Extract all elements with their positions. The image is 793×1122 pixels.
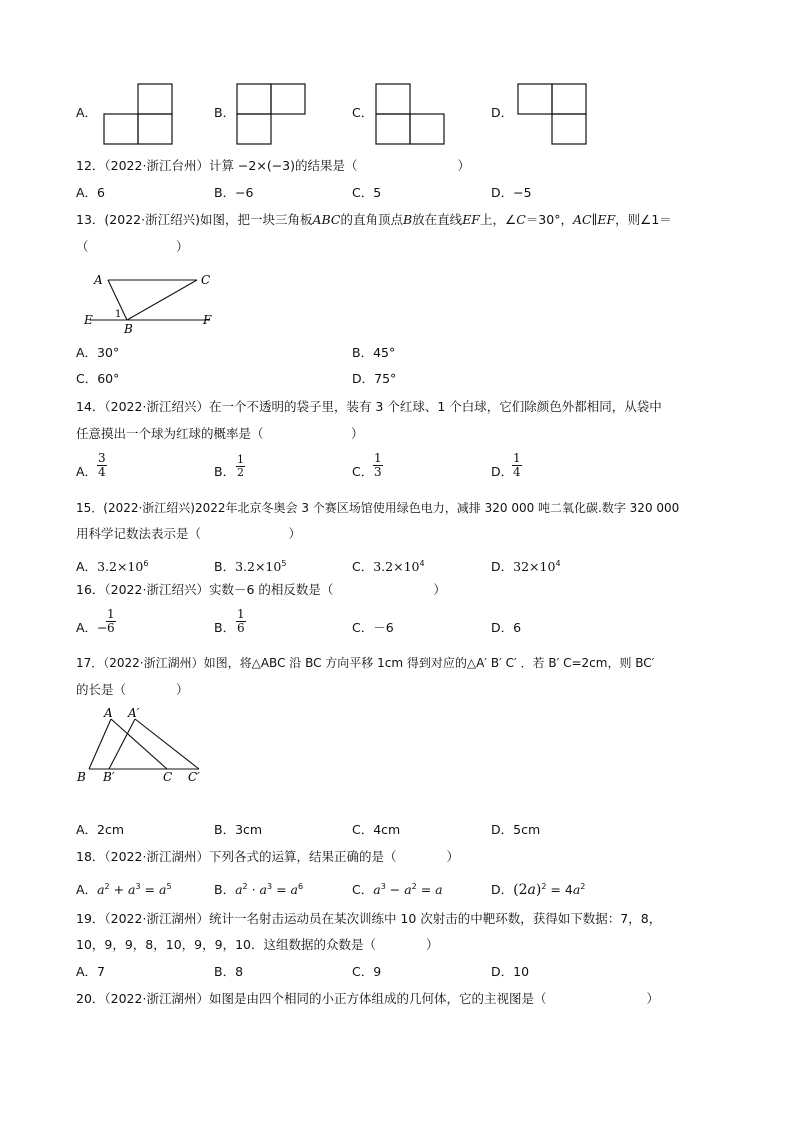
q19-stem-line2: 10，9，9，8，10，9，9，10．这组数据的众数是（ ） [76,937,439,952]
q15-option-c: C．$3.2\times 10^4$ [352,559,425,575]
q15-option-a: A．$3.2\times 10^6$ [76,559,149,575]
q11-option-b-figure [236,83,306,145]
q12-option-b: B．−6 [214,185,254,200]
q13-option-c: C．60° [76,371,120,386]
q17-label-b: B [77,770,86,784]
q13-label-a: A [94,273,103,287]
q17-stem-line2: 的长是（ ） [76,682,189,697]
q12-stem: 12．（2022·浙江台州）计算 −2×(−3)的结果是（ ） [76,158,470,173]
q17-option-d: D．5cm [491,822,541,837]
q15-option-b: B．$3.2\times 10^5$ [214,559,287,575]
q12-option-a: A．6 [76,185,106,200]
q19-stem-line1: 19．（2022·浙江湖州）统计一名射击运动员在某次训练中 10 次射击的中靶环数，获得如下数据：7，8， [76,911,662,926]
q17-translation-figure [75,705,215,785]
q16-option-a-sign: − [97,620,108,635]
q17-label-c: C [163,770,173,784]
q15-option-d: D．$32\times 10^4$ [491,559,561,575]
q18-option-b: B．$a^2 \cdot a^3 = a^6$ [214,882,304,898]
q19-option-c: C．9 [352,964,382,979]
q16-option-d: D．6 [491,620,522,635]
q13-label-c: C [201,273,211,287]
q19-option-d: D．10 [491,964,530,979]
q14-option-a-label: A． [76,464,98,479]
q17-label-a-prime: A′ [128,706,140,720]
q14-option-c-fraction: $\frac{1}{3}$ [374,451,382,479]
q14-option-c-label: C． [352,464,374,479]
q17-option-a: A．2cm [76,822,125,837]
q18-stem: 18．（2022·浙江湖州）下列各式的运算，结果正确的是（ ） [76,849,459,864]
q11-option-a-figure [104,83,174,145]
q14-stem-line2: 任意摸出一个球为红球的概率是（ ） [76,426,364,441]
q14-option-d-fraction: $\frac{1}{4}$ [513,451,521,479]
q13-label-angle1: 1 [115,309,122,320]
q17-label-b-prime: B′ [103,770,115,784]
q13-label-e: E [84,313,93,327]
q17-label-a: A [104,706,113,720]
q15-stem-line2: 用科学记数法表示是（ ） [76,526,302,541]
q12-option-c: C．5 [352,185,382,200]
q16-option-c: C．－6 [352,620,394,635]
q14-option-b-fraction: $\frac{1}{2}$ [237,453,244,479]
q13-triangle-figure [80,270,220,334]
q18-option-c: C．$a^3 - a^2 = a$ [352,882,443,898]
q19-option-a: A．7 [76,964,106,979]
q11-option-d-figure [517,83,587,145]
q11-option-c-label: C． [352,105,374,120]
q13-option-d: D．75° [352,371,397,386]
q16-stem: 16．（2022·浙江绍兴）实数－6 的相反数是（ ） [76,582,446,597]
q11-option-d-label: D． [491,105,514,120]
q16-option-a-label: A． [76,620,98,635]
q17-label-c-prime: C′ [188,770,200,784]
q11-option-b-label: B． [214,105,236,120]
q17-option-b: B．3cm [214,822,263,837]
q13-option-a: A．30° [76,345,120,360]
q13-label-f: F [203,313,212,327]
q16-option-a-fraction: $\frac{1}{6}$ [107,607,115,635]
q13-label-b: B [124,322,133,336]
q16-option-b-fraction: $\frac{1}{6}$ [237,607,245,635]
q14-stem-line1: 14．（2022·浙江绍兴）在一个不透明的袋子里，装有 3 个红球、1 个白球，它们除颜色外都相同，从袋中 [76,399,662,414]
q13-stem-line2: （ ） [76,239,189,254]
q14-option-a-fraction: $\frac{3}{4}$ [98,451,106,479]
q14-option-d-label: D． [491,464,514,479]
q19-option-b: B．8 [214,964,244,979]
q14-option-b-label: B． [214,464,236,479]
q11-option-c-figure [375,83,445,145]
q20-stem: 20．（2022·浙江湖州）如图是由四个相同的小正方体组成的几何体，它的主视图是（ ） [76,991,659,1006]
q13-option-b: B．45° [352,345,396,360]
q18-option-a: A．$a^2 + a^3 = a^5$ [76,882,172,898]
q17-stem-line1: 17．（2022·浙江湖州）如图，将△ABC 沿 BC 方向平移 1cm 得到对应的△A′ B′ C′ ．若 B′ C=2cm，则 BC′ [76,656,655,670]
q12-option-d: D．−5 [491,185,532,200]
q17-option-c: C．4cm [352,822,401,837]
q11-option-a-label: A． [76,105,98,120]
q16-option-b-label: B． [214,620,236,635]
q18-option-d: D．$(2a)^2 = 4a^2$ [491,882,586,899]
q15-stem-line1: 15．(2022·浙江绍兴)2022年北京冬奥会 3 个赛区场馆使用绿色电力，减排 320 000 吨二氧化碳.数字 320 000 [76,501,680,515]
q13-stem-line1: 13．(2022·浙江绍兴)如图，把一块三角板ABC的直角顶点B放在直线EF上，∠C＝30°，AC∥EF，则∠1＝ [76,212,672,227]
